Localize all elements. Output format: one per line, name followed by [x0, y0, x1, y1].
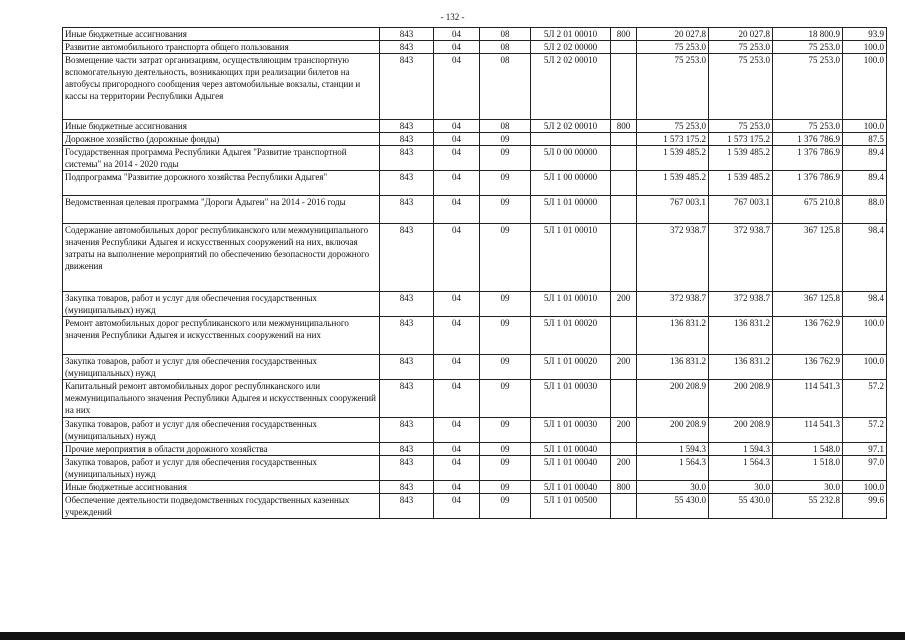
row-ved-code: 843	[380, 133, 434, 146]
row-expense-type	[611, 317, 637, 355]
table-row	[63, 443, 887, 456]
row-sum-2: 1 539 485.2	[709, 171, 773, 196]
row-name: Прочие мероприятия в области дорожного хозяйства	[63, 443, 380, 456]
row-sum-2: 75 253.0	[709, 54, 773, 120]
row-sum-3: 1 376 786.9	[773, 171, 843, 196]
row-expense-type	[611, 146, 637, 171]
row-name: Развитие автомобильного транспорта общего пользования	[63, 41, 380, 54]
row-subsection-code: 09	[480, 317, 531, 355]
table-row	[63, 120, 887, 133]
table-row	[63, 355, 887, 380]
row-sum-2: 1 594.3	[709, 443, 773, 456]
table-row	[63, 317, 887, 355]
row-section-code: 04	[434, 146, 480, 171]
row-sum-1: 30.0	[637, 481, 709, 494]
table-body	[63, 28, 887, 519]
row-ved-code: 843	[380, 355, 434, 380]
row-section-code: 04	[434, 481, 480, 494]
row-sum-2: 136 831.2	[709, 355, 773, 380]
row-name: Иные бюджетные ассигнования	[63, 28, 380, 41]
row-sum-1: 1 539 485.2	[637, 146, 709, 171]
row-name: Закупка товаров, работ и услуг для обеспечения государственных (муниципальных) нужд	[63, 292, 380, 317]
row-section-code: 04	[434, 41, 480, 54]
row-expense-type	[611, 171, 637, 196]
row-subsection-code: 09	[480, 196, 531, 224]
row-sum-3: 75 253.0	[773, 54, 843, 120]
row-target-article: 5Л 1 01 00020	[531, 317, 611, 355]
row-target-article: 5Л 0 00 00000	[531, 146, 611, 171]
row-target-article: 5Л 1 01 00040	[531, 443, 611, 456]
row-sum-1: 75 253.0	[637, 54, 709, 120]
row-ved-code: 843	[380, 418, 434, 443]
row-ved-code: 843	[380, 196, 434, 224]
row-sum-3: 114 541.3	[773, 380, 843, 418]
row-percent: 98.4	[843, 224, 887, 292]
row-expense-type	[611, 196, 637, 224]
row-expense-type	[611, 443, 637, 456]
row-ved-code: 843	[380, 292, 434, 317]
row-subsection-code: 08	[480, 28, 531, 41]
row-target-article	[531, 133, 611, 146]
row-percent: 100.0	[843, 41, 887, 54]
row-ved-code: 843	[380, 317, 434, 355]
row-subsection-code: 09	[480, 494, 531, 519]
row-percent: 100.0	[843, 54, 887, 120]
row-target-article: 5Л 2 02 00000	[531, 41, 611, 54]
row-sum-2: 55 430.0	[709, 494, 773, 519]
row-section-code: 04	[434, 54, 480, 120]
row-target-article: 5Л 1 01 00030	[531, 418, 611, 443]
row-percent: 93.9	[843, 28, 887, 41]
table-row	[63, 171, 887, 196]
row-percent: 57.2	[843, 418, 887, 443]
row-sum-1: 136 831.2	[637, 355, 709, 380]
row-sum-3: 675 210.8	[773, 196, 843, 224]
row-ved-code: 843	[380, 443, 434, 456]
row-target-article: 5Л 1 01 00010	[531, 292, 611, 317]
row-percent: 88.0	[843, 196, 887, 224]
row-sum-3: 18 800.9	[773, 28, 843, 41]
scan-border	[0, 632, 905, 640]
row-subsection-code: 08	[480, 120, 531, 133]
row-sum-1: 200 208.9	[637, 418, 709, 443]
row-name: Подпрограмма "Развитие дорожного хозяйства Республики Адыгея"	[63, 171, 380, 196]
row-sum-1: 767 003.1	[637, 196, 709, 224]
row-sum-3: 136 762.9	[773, 317, 843, 355]
row-expense-type	[611, 133, 637, 146]
row-sum-3: 136 762.9	[773, 355, 843, 380]
row-name: Ремонт автомобильных дорог республиканского или межмуниципального значения Республики Адыгея и искусственных сооружений на них	[63, 317, 380, 355]
row-expense-type	[611, 494, 637, 519]
row-section-code: 04	[434, 133, 480, 146]
row-percent: 100.0	[843, 120, 887, 133]
row-section-code: 04	[434, 28, 480, 41]
row-percent: 100.0	[843, 481, 887, 494]
row-percent: 89.4	[843, 146, 887, 171]
row-name: Иные бюджетные ассигнования	[63, 120, 380, 133]
row-sum-3: 75 253.0	[773, 41, 843, 54]
row-expense-type: 800	[611, 120, 637, 133]
row-target-article: 5Л 2 01 00010	[531, 28, 611, 41]
row-sum-3: 367 125.8	[773, 292, 843, 317]
budget-table	[62, 27, 887, 519]
row-ved-code: 843	[380, 224, 434, 292]
row-target-article: 5Л 1 00 00000	[531, 171, 611, 196]
row-sum-3: 30.0	[773, 481, 843, 494]
row-sum-1: 1 594.3	[637, 443, 709, 456]
row-subsection-code: 09	[480, 355, 531, 380]
row-percent: 100.0	[843, 355, 887, 380]
table-row	[63, 418, 887, 443]
row-percent: 100.0	[843, 317, 887, 355]
row-expense-type	[611, 380, 637, 418]
row-sum-2: 75 253.0	[709, 41, 773, 54]
row-name: Ведомственная целевая программа "Дороги Адыгеи" на 2014 - 2016 годы	[63, 196, 380, 224]
row-expense-type: 800	[611, 28, 637, 41]
row-sum-1: 55 430.0	[637, 494, 709, 519]
row-sum-2: 372 938.7	[709, 224, 773, 292]
row-section-code: 04	[434, 120, 480, 133]
row-name: Закупка товаров, работ и услуг для обеспечения государственных (муниципальных) нужд	[63, 418, 380, 443]
table-row	[63, 196, 887, 224]
row-sum-3: 114 541.3	[773, 418, 843, 443]
row-section-code: 04	[434, 355, 480, 380]
row-percent: 97.1	[843, 443, 887, 456]
row-sum-2: 372 938.7	[709, 292, 773, 317]
row-name: Содержание автомобильных дорог республиканского или межмуниципального значения Республики Адыгея и искусственных сооружений на них, включая затраты на выполнение мероприятий по обеспечению безопасности дорожного движения	[63, 224, 380, 292]
row-expense-type: 200	[611, 456, 637, 481]
row-sum-2: 767 003.1	[709, 196, 773, 224]
row-name: Дорожное хозяйство (дорожные фонды)	[63, 133, 380, 146]
row-section-code: 04	[434, 380, 480, 418]
row-percent: 89.4	[843, 171, 887, 196]
row-sum-1: 20 027.8	[637, 28, 709, 41]
row-sum-1: 1 564.3	[637, 456, 709, 481]
row-sum-1: 200 208.9	[637, 380, 709, 418]
row-target-article: 5Л 1 01 00010	[531, 224, 611, 292]
row-subsection-code: 09	[480, 224, 531, 292]
row-name: Иные бюджетные ассигнования	[63, 481, 380, 494]
row-subsection-code: 09	[480, 133, 531, 146]
row-sum-3: 1 518.0	[773, 456, 843, 481]
row-expense-type: 200	[611, 292, 637, 317]
table-row	[63, 28, 887, 41]
row-expense-type	[611, 54, 637, 120]
row-sum-2: 75 253.0	[709, 120, 773, 133]
row-percent: 98.4	[843, 292, 887, 317]
row-name: Государственная программа Республики Адыгея "Развитие транспортной системы" на 2014 - 2020 годы	[63, 146, 380, 171]
row-ved-code: 843	[380, 54, 434, 120]
row-subsection-code: 08	[480, 41, 531, 54]
row-target-article: 5Л 1 01 00040	[531, 481, 611, 494]
table-row	[63, 494, 887, 519]
row-ved-code: 843	[380, 481, 434, 494]
row-sum-2: 1 573 175.2	[709, 133, 773, 146]
table-row	[63, 292, 887, 317]
row-section-code: 04	[434, 456, 480, 481]
row-sum-1: 75 253.0	[637, 120, 709, 133]
row-subsection-code: 09	[480, 443, 531, 456]
row-ved-code: 843	[380, 171, 434, 196]
row-target-article: 5Л 1 01 00020	[531, 355, 611, 380]
row-sum-3: 1 376 786.9	[773, 133, 843, 146]
row-ved-code: 843	[380, 120, 434, 133]
table-row	[63, 224, 887, 292]
row-sum-2: 1 539 485.2	[709, 146, 773, 171]
table-row	[63, 54, 887, 120]
row-subsection-code: 09	[480, 292, 531, 317]
table-row	[63, 481, 887, 494]
row-ved-code: 843	[380, 41, 434, 54]
table-row	[63, 41, 887, 54]
row-section-code: 04	[434, 494, 480, 519]
row-ved-code: 843	[380, 28, 434, 41]
row-sum-3: 1 548.0	[773, 443, 843, 456]
row-expense-type	[611, 224, 637, 292]
row-section-code: 04	[434, 317, 480, 355]
row-section-code: 04	[434, 171, 480, 196]
row-name: Возмещение части затрат организациям, осуществляющим транспортную вспомогательную деятельность, возникающих при реализации билетов на автобусы пригородного сообщения через автомобильные вокзалы, станции и кассы на территории Республики Адыгея	[63, 54, 380, 120]
row-sum-1: 1 573 175.2	[637, 133, 709, 146]
row-sum-3: 1 376 786.9	[773, 146, 843, 171]
row-sum-1: 372 938.7	[637, 224, 709, 292]
row-section-code: 04	[434, 224, 480, 292]
table-row	[63, 380, 887, 418]
row-sum-2: 200 208.9	[709, 380, 773, 418]
row-name: Закупка товаров, работ и услуг для обеспечения государственных (муниципальных) нужд	[63, 355, 380, 380]
row-subsection-code: 09	[480, 171, 531, 196]
row-subsection-code: 09	[480, 146, 531, 171]
row-ved-code: 843	[380, 146, 434, 171]
row-target-article: 5Л 1 01 00030	[531, 380, 611, 418]
row-target-article: 5Л 1 01 00500	[531, 494, 611, 519]
row-sum-3: 75 253.0	[773, 120, 843, 133]
row-ved-code: 843	[380, 380, 434, 418]
row-subsection-code: 09	[480, 481, 531, 494]
row-sum-2: 200 208.9	[709, 418, 773, 443]
page-number: - 132 -	[440, 12, 465, 22]
row-percent: 57.2	[843, 380, 887, 418]
row-section-code: 04	[434, 418, 480, 443]
row-sum-2: 1 564.3	[709, 456, 773, 481]
row-sum-1: 1 539 485.2	[637, 171, 709, 196]
row-target-article: 5Л 1 01 00000	[531, 196, 611, 224]
row-sum-1: 136 831.2	[637, 317, 709, 355]
row-subsection-code: 09	[480, 380, 531, 418]
row-section-code: 04	[434, 443, 480, 456]
row-sum-1: 372 938.7	[637, 292, 709, 317]
row-target-article: 5Л 1 01 00040	[531, 456, 611, 481]
row-subsection-code: 09	[480, 456, 531, 481]
row-percent: 97.0	[843, 456, 887, 481]
row-subsection-code: 08	[480, 54, 531, 120]
table-row	[63, 146, 887, 171]
row-sum-1: 75 253.0	[637, 41, 709, 54]
row-ved-code: 843	[380, 494, 434, 519]
row-target-article: 5Л 2 02 00010	[531, 120, 611, 133]
row-sum-2: 20 027.8	[709, 28, 773, 41]
row-name: Закупка товаров, работ и услуг для обеспечения государственных (муниципальных) нужд	[63, 456, 380, 481]
row-expense-type: 200	[611, 355, 637, 380]
row-sum-2: 30.0	[709, 481, 773, 494]
row-percent: 87.5	[843, 133, 887, 146]
row-sum-3: 55 232.8	[773, 494, 843, 519]
row-expense-type: 200	[611, 418, 637, 443]
row-ved-code: 843	[380, 456, 434, 481]
table-row	[63, 456, 887, 481]
row-sum-2: 136 831.2	[709, 317, 773, 355]
table-row	[63, 133, 887, 146]
row-target-article: 5Л 2 02 00010	[531, 54, 611, 120]
row-subsection-code: 09	[480, 418, 531, 443]
row-name: Обеспечение деятельности подведомственных государственных казенных учреждений	[63, 494, 380, 519]
row-section-code: 04	[434, 292, 480, 317]
row-section-code: 04	[434, 196, 480, 224]
row-expense-type: 800	[611, 481, 637, 494]
row-percent: 99.6	[843, 494, 887, 519]
row-sum-3: 367 125.8	[773, 224, 843, 292]
row-name: Капитальный ремонт автомобильных дорог республиканского или межмуниципального значения Республики Адыгея и искусственных сооружений на них	[63, 380, 380, 418]
row-expense-type	[611, 41, 637, 54]
